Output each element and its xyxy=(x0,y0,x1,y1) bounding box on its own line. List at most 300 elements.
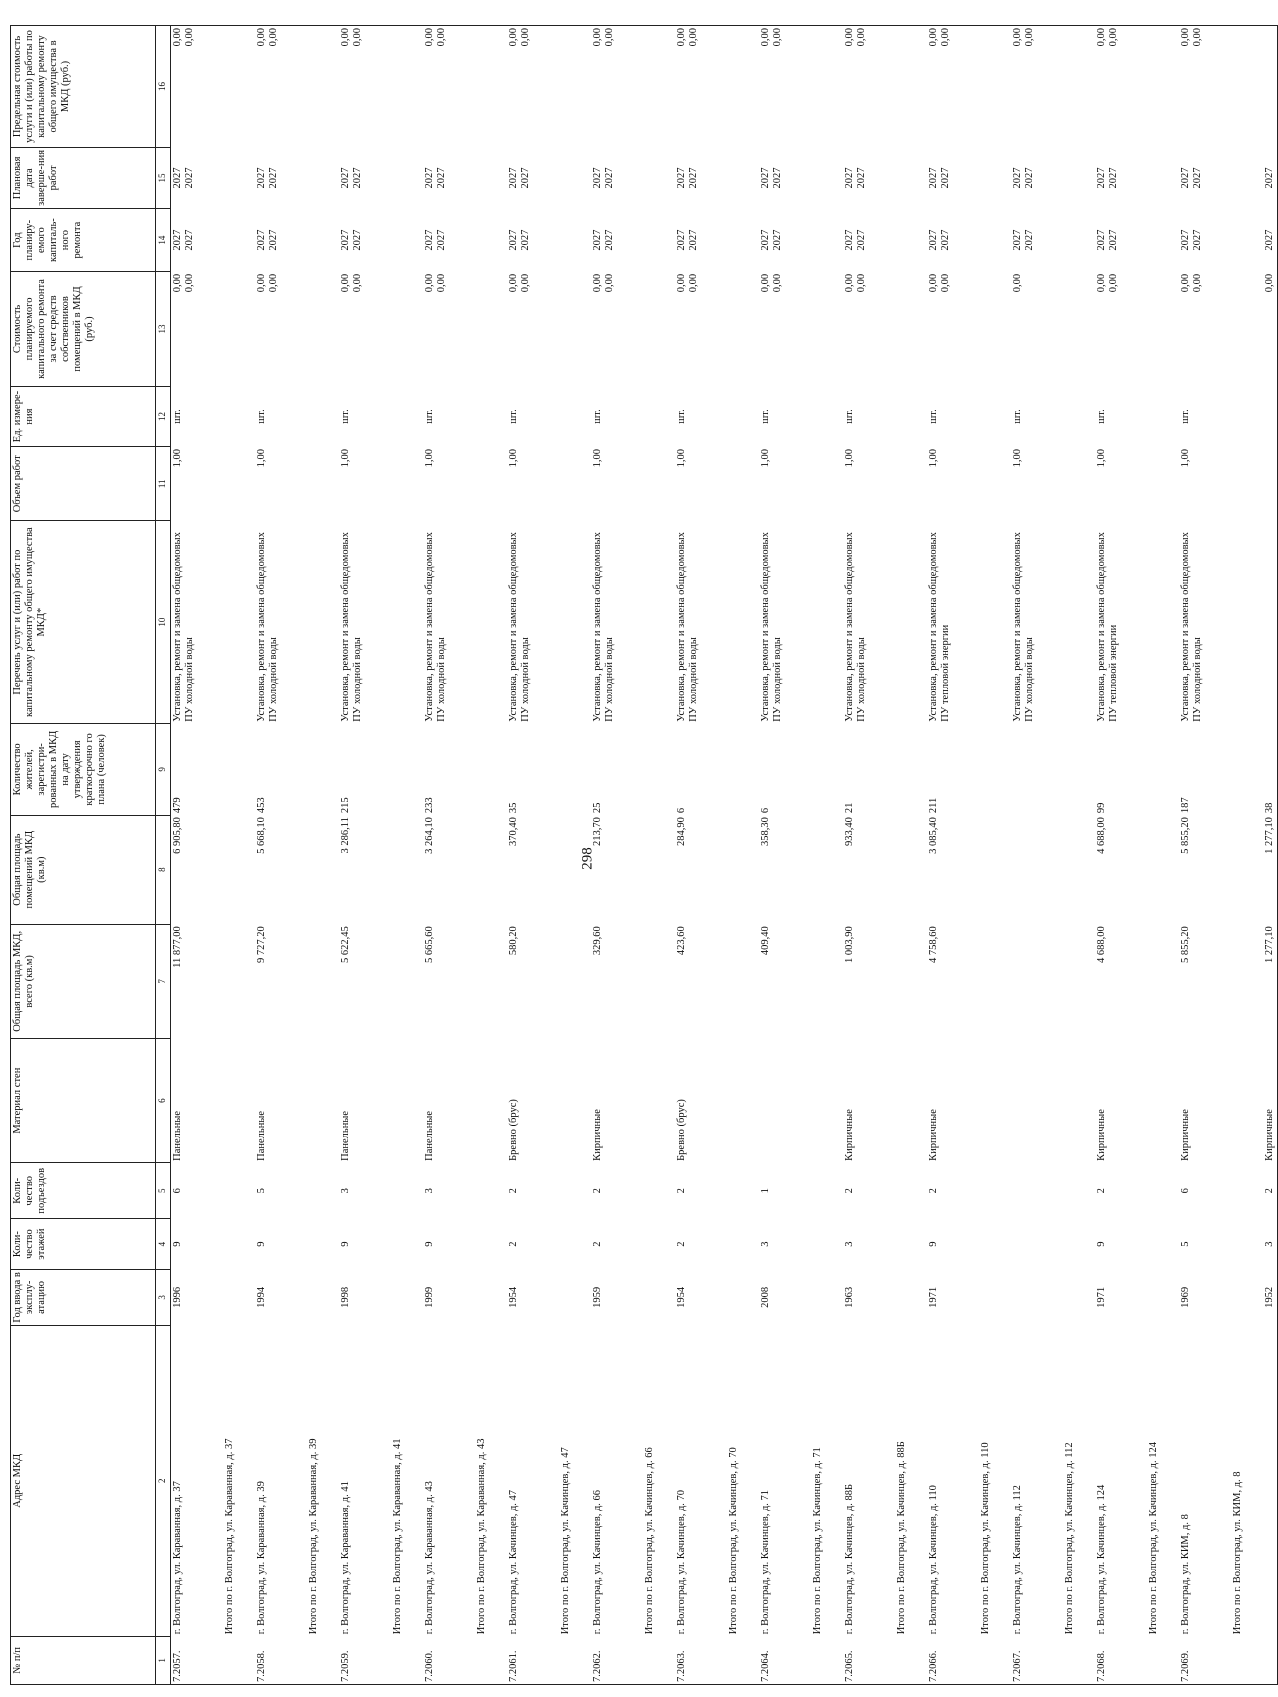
finish-year xyxy=(507,147,591,208)
plan-year xyxy=(423,208,507,271)
column-number: 2 xyxy=(156,1325,171,1636)
unit: шт. xyxy=(1011,409,1023,424)
residents: 21 xyxy=(843,802,855,814)
work-list: Установка, ремонт и замена общедомовых ПУ тепловой энергии xyxy=(927,532,951,722)
plan-year-total: 2027 xyxy=(435,229,447,251)
plan-year-total: 2027 xyxy=(351,229,363,251)
entrances: 2 xyxy=(675,1188,687,1194)
table-row xyxy=(591,26,675,1685)
entrances: 2 xyxy=(591,1188,603,1194)
total-label: Итого по г. Волгоград, ул. Качинцев, д. 71 xyxy=(811,1447,823,1635)
repair-cost-value: 0,00 xyxy=(927,273,939,293)
header-cell: № п/п xyxy=(11,1636,156,1684)
table-row xyxy=(507,26,591,1685)
total-area: 580,20 xyxy=(507,926,519,956)
plan-year xyxy=(1095,208,1179,271)
commission-year: 1963 xyxy=(843,1286,855,1308)
limit-cost-value: 0,00 xyxy=(1095,28,1107,47)
total-area: 5 665,60 xyxy=(423,926,435,963)
wall-material: Кирпичные xyxy=(843,1109,855,1161)
plan-year-value: 2027 xyxy=(423,229,435,251)
table-row xyxy=(1179,26,1263,1685)
finish-year-total: 2027 xyxy=(519,167,531,189)
limit-cost-total: 0,00 xyxy=(267,28,279,47)
plan-year-total: 2027 xyxy=(184,229,196,251)
plan-year xyxy=(1011,208,1095,271)
address: г. Волгоград, ул. Караванная, д. 39 xyxy=(255,1481,267,1635)
repair-cost-total: 0,00 xyxy=(1191,273,1203,293)
residents: 211 xyxy=(927,797,939,814)
limit-cost-value: 0,00 xyxy=(927,28,939,47)
row-number xyxy=(1263,1636,1278,1684)
total-area: 9 727,20 xyxy=(255,926,267,963)
limit-cost-value: 0,00 xyxy=(1011,28,1023,47)
unit: шт. xyxy=(843,409,855,424)
finish-year-value: 2027 xyxy=(927,167,939,189)
floors: 3 xyxy=(843,1241,855,1247)
repair-cost-total: 0,00 xyxy=(267,273,279,293)
limit-cost xyxy=(843,26,927,148)
plan-year-total: 2027 xyxy=(687,229,699,251)
work-list: Установка, ремонт и замена общедомовых ПУ холодной воды xyxy=(1179,532,1203,722)
commission-year: 1996 xyxy=(172,1286,183,1308)
limit-cost xyxy=(675,26,759,148)
unit xyxy=(1263,386,1278,447)
repair-cost-total: 0,00 xyxy=(939,273,951,293)
work-volume: 1,00 xyxy=(507,449,519,468)
limit-cost-value: 0,00 xyxy=(843,28,855,47)
limit-cost-value: 0,00 xyxy=(172,28,183,47)
floors: 9 xyxy=(927,1241,939,1247)
address-cell xyxy=(423,1325,507,1636)
address: г. Волгоград, ул. КИМ, д. 8 xyxy=(1179,1514,1191,1635)
work-volume: 1,00 xyxy=(423,449,435,468)
repair-cost xyxy=(339,272,423,386)
entrances: 2 xyxy=(843,1188,855,1194)
finish-year xyxy=(591,147,675,208)
column-number: 3 xyxy=(156,1269,171,1325)
limit-cost-total: 0,00 xyxy=(1107,28,1119,47)
floors: 2 xyxy=(591,1241,603,1247)
repair-cost xyxy=(843,272,927,386)
column-number: 14 xyxy=(156,208,171,271)
repair-cost-total: 0,00 xyxy=(435,273,447,293)
column-number: 13 xyxy=(156,272,171,386)
address: г. Волгоград, ул. Качинцев, д. 70 xyxy=(675,1489,687,1635)
commission-year: 1952 xyxy=(1263,1269,1278,1325)
premises-area xyxy=(1011,815,1095,924)
address: г. Волгоград, ул. Караванная, д. 37 xyxy=(172,1481,183,1635)
plan-year xyxy=(591,208,675,271)
finish-year-total: 2027 xyxy=(1191,167,1203,189)
finish-year-total: 2027 xyxy=(435,167,447,189)
row-number: 7.2064. xyxy=(759,1636,843,1684)
row-number: 7.2069. xyxy=(1179,1636,1263,1684)
address: г. Волгоград, ул. Караванная, д. 43 xyxy=(423,1481,435,1635)
finish-year xyxy=(423,147,507,208)
unit: шт. xyxy=(507,409,519,424)
finish-year-total: 2027 xyxy=(267,167,279,189)
finish-year: 2027 xyxy=(1263,147,1278,208)
finish-year-total: 2027 xyxy=(603,167,615,189)
table-body xyxy=(171,26,1278,1685)
premises-area: 933,40 xyxy=(843,817,855,846)
header-cell: Год ввода в эксплу-атацию xyxy=(11,1269,156,1325)
work-list: Установка, ремонт и замена общедомовых ПУ холодной воды xyxy=(339,532,363,722)
plan-year-value: 2027 xyxy=(339,229,351,251)
finish-year-value: 2027 xyxy=(843,167,855,189)
repair-cost-value: 0,00 xyxy=(507,273,519,293)
work-list: Установка, ремонт и замена общедомовых ПУ холодной воды xyxy=(172,532,196,722)
table-row xyxy=(339,26,423,1685)
work-volume: 1,00 xyxy=(1179,449,1191,468)
total-label: Итого по г. Волгоград, ул. Караванная, д. 43 xyxy=(475,1438,487,1635)
finish-year-value: 2027 xyxy=(675,167,687,189)
column-number: 1 xyxy=(156,1636,171,1684)
finish-year xyxy=(1011,147,1095,208)
commission-year: 1954 xyxy=(507,1286,519,1308)
finish-year-value: 2027 xyxy=(591,167,603,189)
premises-area: 3 264,10 xyxy=(423,817,435,854)
plan-year-total: 2027 xyxy=(771,229,783,251)
plan-year-total: 2027 xyxy=(1023,229,1035,251)
plan-year-total: 2027 xyxy=(855,229,867,251)
repair-cost xyxy=(507,272,591,386)
residents xyxy=(1011,724,1095,815)
work-list: Установка, ремонт и замена общедомовых ПУ холодной воды xyxy=(843,532,867,722)
limit-cost-value: 0,00 xyxy=(1179,28,1191,47)
limit-cost-total: 0,00 xyxy=(771,28,783,47)
total-area: 409,40 xyxy=(759,926,771,956)
entrances xyxy=(1011,1163,1095,1219)
residents: 6 xyxy=(759,807,771,814)
commission-year: 1999 xyxy=(423,1286,435,1308)
column-number: 16 xyxy=(156,26,171,148)
residents: 215 xyxy=(339,797,351,814)
entrances: 5 xyxy=(255,1188,267,1194)
column-number: 5 xyxy=(156,1163,171,1219)
column-number: 4 xyxy=(156,1219,171,1270)
repair-cost xyxy=(591,272,675,386)
work-list: Установка, ремонт и замена общедомовых ПУ холодной воды xyxy=(1011,532,1035,722)
limit-cost xyxy=(423,26,507,148)
column-number: 9 xyxy=(156,724,171,815)
total-label: Итого по г. Волгоград, ул. Качинцев, д. 110 xyxy=(979,1442,991,1635)
repair-cost xyxy=(927,272,1011,386)
floors: 2 xyxy=(675,1241,687,1247)
commission-year: 1959 xyxy=(591,1286,603,1308)
page-number: 298 xyxy=(579,847,596,870)
entrances: 2 xyxy=(927,1188,939,1194)
repair-cost xyxy=(1179,272,1263,386)
finish-year-value: 2027 xyxy=(339,167,351,189)
limit-cost-total: 0,00 xyxy=(1191,28,1203,47)
finish-year-value: 2027 xyxy=(423,167,435,189)
premises-area: 284,90 xyxy=(675,817,687,846)
floors: 2 xyxy=(507,1241,519,1247)
column-number: 15 xyxy=(156,147,171,208)
finish-year-value: 2027 xyxy=(1095,167,1107,189)
limit-cost xyxy=(1095,26,1179,148)
work-volume: 1,00 xyxy=(843,449,855,468)
repair-cost-total: 0,00 xyxy=(1107,273,1119,293)
table-row xyxy=(759,26,843,1685)
limit-cost xyxy=(507,26,591,148)
limit-cost-total: 0,00 xyxy=(603,28,615,47)
limit-cost xyxy=(591,26,675,148)
address-cell xyxy=(675,1325,759,1636)
rotated-page xyxy=(10,25,1275,1685)
header-cell: Перечень услуг и (или) работ по капитальному ремонту общего имущества МКД* xyxy=(11,521,156,724)
wall-material: Панельные xyxy=(339,1110,351,1161)
plan-year xyxy=(843,208,927,271)
floors: 9 xyxy=(423,1241,435,1247)
header-row xyxy=(11,26,156,1685)
table-row xyxy=(1011,26,1095,1685)
premises-area: 370,40 xyxy=(507,817,519,846)
floors: 3 xyxy=(759,1241,771,1247)
repair-cost-value: 0,00 xyxy=(339,273,351,293)
residents: 35 xyxy=(507,802,519,814)
premises-area: 6 905,80 xyxy=(172,817,183,854)
commission-year: 1971 xyxy=(927,1286,939,1308)
entrances: 6 xyxy=(172,1188,183,1194)
row-number: 7.2067. xyxy=(1011,1636,1095,1684)
unit: шт. xyxy=(759,409,771,424)
address: г. Волгоград, ул. Качинцев, д. 88Б xyxy=(843,1483,855,1635)
finish-year xyxy=(255,147,339,208)
address-cell xyxy=(1179,1325,1263,1636)
total-label: Итого по г. Волгоград, ул. Караванная, д. 37 xyxy=(224,1438,236,1635)
finish-year xyxy=(675,147,759,208)
work-list: Установка, ремонт и замена общедомовых ПУ тепловой энергии xyxy=(1095,532,1119,722)
residents: 187 xyxy=(1179,797,1191,814)
repair-cost xyxy=(171,272,255,386)
table-row-last xyxy=(1263,26,1278,1685)
finish-year-value: 2027 xyxy=(1179,167,1191,189)
address-cell xyxy=(1095,1325,1179,1636)
premises-area: 4 688,00 xyxy=(1095,817,1107,854)
repair-cost xyxy=(255,272,339,386)
commission-year: 1994 xyxy=(255,1286,267,1308)
floors: 9 xyxy=(339,1241,351,1247)
limit-cost-total: 0,00 xyxy=(351,28,363,47)
entrances: 2 xyxy=(1095,1188,1107,1194)
finish-year xyxy=(1179,147,1263,208)
finish-year-total: 2027 xyxy=(1107,167,1119,189)
row-number: 7.2065. xyxy=(843,1636,927,1684)
total-label: Итого по г. Волгоград, ул. Качинцев, д. 66 xyxy=(643,1447,655,1635)
unit: шт. xyxy=(172,409,183,424)
address-cell xyxy=(255,1325,339,1636)
column-number: 12 xyxy=(156,386,171,447)
column-number: 11 xyxy=(156,447,171,521)
finish-year-total: 2027 xyxy=(1023,167,1035,189)
wall-material: Кирпичные xyxy=(927,1109,939,1161)
premises-area: 3 286,11 xyxy=(339,817,351,854)
table-row xyxy=(927,26,1011,1685)
work-list xyxy=(1263,521,1278,724)
premises-area: 213,70 xyxy=(591,817,603,846)
plan-year xyxy=(339,208,423,271)
wall-material: Бревно (брус) xyxy=(507,1099,519,1161)
limit-cost xyxy=(255,26,339,148)
commission-year xyxy=(1011,1269,1095,1325)
plan-year xyxy=(255,208,339,271)
premises-area: 5 668,10 xyxy=(255,817,267,854)
work-list: Установка, ремонт и замена общедомовых ПУ холодной воды xyxy=(507,532,531,722)
work-list: Установка, ремонт и замена общедомовых ПУ холодной воды xyxy=(675,532,699,722)
repair-cost-total: 0,00 xyxy=(184,273,196,293)
unit: шт. xyxy=(675,409,687,424)
repair-cost-value: 0,00 xyxy=(843,273,855,293)
plan-year-value: 2027 xyxy=(843,229,855,251)
limit-cost-value: 0,00 xyxy=(675,28,687,47)
address: г. Волгоград, ул. Качинцев, д. 110 xyxy=(927,1485,939,1635)
address-cell xyxy=(927,1325,1011,1636)
header-cell: Коли-чество подъездов xyxy=(11,1163,156,1219)
entrances: 3 xyxy=(423,1188,435,1194)
header-cell: Плановая дата заверше-ния работ xyxy=(11,147,156,208)
address: г. Волгоград, ул. Качинцев, д. 124 xyxy=(1095,1484,1107,1635)
repair-cost-value: 0,00 xyxy=(172,273,183,293)
residents: 25 xyxy=(591,802,603,814)
entrances: 3 xyxy=(339,1188,351,1194)
unit: шт. xyxy=(423,409,435,424)
repair-cost-value: 0,00 xyxy=(1179,273,1191,293)
plan-year-total: 2027 xyxy=(603,229,615,251)
wall-material: Кирпичные xyxy=(1179,1109,1191,1161)
limit-cost xyxy=(1011,26,1095,148)
work-list: Установка, ремонт и замена общедомовых ПУ холодной воды xyxy=(591,532,615,722)
header-cell: Материал стен xyxy=(11,1038,156,1162)
work-volume xyxy=(1263,447,1278,521)
limit-cost-total: 0,00 xyxy=(519,28,531,47)
repair-cost-value: 0,00 xyxy=(759,273,771,293)
repair-plan-table xyxy=(10,25,1278,1685)
premises-area: 358,30 xyxy=(759,817,771,846)
work-list: Установка, ремонт и замена общедомовых ПУ холодной воды xyxy=(255,532,279,722)
total-area: 1 003,90 xyxy=(843,926,855,963)
column-number: 6 xyxy=(156,1038,171,1162)
table-row xyxy=(171,26,255,1685)
work-list: Установка, ремонт и замена общедомовых ПУ холодной воды xyxy=(759,532,783,722)
plan-year-value: 2027 xyxy=(927,229,939,251)
address-cell xyxy=(591,1325,675,1636)
column-number-row xyxy=(156,26,171,1685)
header-cell: Объем работ xyxy=(11,447,156,521)
residents: 99 xyxy=(1095,802,1107,814)
plan-year xyxy=(1179,208,1263,271)
plan-year xyxy=(507,208,591,271)
residents: 479 xyxy=(172,797,183,814)
row-number: 7.2057. xyxy=(171,1636,255,1684)
address-cell xyxy=(759,1325,843,1636)
plan-year xyxy=(759,208,843,271)
row-number: 7.2068. xyxy=(1095,1636,1179,1684)
plan-year xyxy=(927,208,1011,271)
total-area: 4 758,60 xyxy=(927,926,939,963)
work-volume: 1,00 xyxy=(675,449,687,468)
floors: 3 xyxy=(1263,1219,1278,1270)
repair-cost-value: 0,00 xyxy=(1095,273,1107,293)
row-number: 7.2062. xyxy=(591,1636,675,1684)
limit-cost xyxy=(1179,26,1263,148)
column-number: 8 xyxy=(156,815,171,924)
header-cell: Общая площадь помещений МКД (кв.м) xyxy=(11,815,156,924)
plan-year xyxy=(675,208,759,271)
header-cell: Предельная стоимость услуги и (или) работы по капитальному ремонту общего имущества в МКД (руб.) xyxy=(11,26,156,148)
total-label: Итого по г. Волгоград, ул. Качинцев, д. 47 xyxy=(559,1447,571,1635)
total-label: Итого по г. Волгоград, ул. КИМ, д. 8 xyxy=(1231,1471,1243,1635)
total-area: 5 622,45 xyxy=(339,926,351,963)
entrances: 2 xyxy=(1263,1163,1278,1219)
work-volume: 1,00 xyxy=(591,449,603,468)
unit: шт. xyxy=(927,409,939,424)
total-area: 1 277,10 xyxy=(1263,924,1278,1038)
plan-year: 2027 xyxy=(1263,208,1278,271)
repair-cost-value: 0,00 xyxy=(255,273,267,293)
repair-cost xyxy=(759,272,843,386)
repair-cost-total: 0,00 xyxy=(855,273,867,293)
address-cell xyxy=(507,1325,591,1636)
residents: 233 xyxy=(423,797,435,814)
row-number: 7.2061. xyxy=(507,1636,591,1684)
finish-year-value: 2027 xyxy=(1011,167,1023,189)
finish-year-value: 2027 xyxy=(759,167,771,189)
address-cell xyxy=(1263,1325,1278,1636)
plan-year-total: 2027 xyxy=(1191,229,1203,251)
limit-cost-total: 0,00 xyxy=(939,28,951,47)
plan-year xyxy=(171,208,255,271)
residents: 6 xyxy=(675,807,687,814)
total-label: Итого по г. Волгоград, ул. Качинцев, д. 112 xyxy=(1063,1442,1075,1635)
unit: шт. xyxy=(339,409,351,424)
plan-year-value: 2027 xyxy=(1011,229,1023,251)
repair-cost-total: 0,00 xyxy=(603,273,615,293)
floors xyxy=(1011,1219,1095,1270)
row-number: 7.2066. xyxy=(927,1636,1011,1684)
wall-material: Панельные xyxy=(255,1110,267,1161)
commission-year: 2008 xyxy=(759,1286,771,1308)
unit: шт. xyxy=(1095,409,1107,424)
finish-year-value: 2027 xyxy=(507,167,519,189)
address-cell xyxy=(339,1325,423,1636)
row-number: 7.2059. xyxy=(339,1636,423,1684)
plan-year-total: 2027 xyxy=(267,229,279,251)
floors: 9 xyxy=(1095,1241,1107,1247)
repair-cost-value: 0,00 xyxy=(423,273,435,293)
repair-cost-total: 0,00 xyxy=(687,273,699,293)
repair-cost xyxy=(675,272,759,386)
limit-cost-value: 0,00 xyxy=(591,28,603,47)
repair-cost-total: 0,00 xyxy=(351,273,363,293)
finish-year-total: 2027 xyxy=(771,167,783,189)
total-area: 329,60 xyxy=(591,926,603,956)
header-cell: Коли-чество этажей xyxy=(11,1219,156,1270)
table-row xyxy=(255,26,339,1685)
repair-cost xyxy=(1095,272,1179,386)
limit-cost-value: 0,00 xyxy=(339,28,351,47)
table-row xyxy=(675,26,759,1685)
finish-year-total: 2027 xyxy=(351,167,363,189)
address: г. Волгоград, ул. Качинцев, д. 112 xyxy=(1011,1485,1023,1635)
table-row xyxy=(843,26,927,1685)
header-cell: Общая площадь МКД, всего (кв.м) xyxy=(11,924,156,1038)
limit-cost-total: 0,00 xyxy=(855,28,867,47)
table-header xyxy=(11,26,171,1685)
work-volume: 1,00 xyxy=(1095,449,1107,468)
